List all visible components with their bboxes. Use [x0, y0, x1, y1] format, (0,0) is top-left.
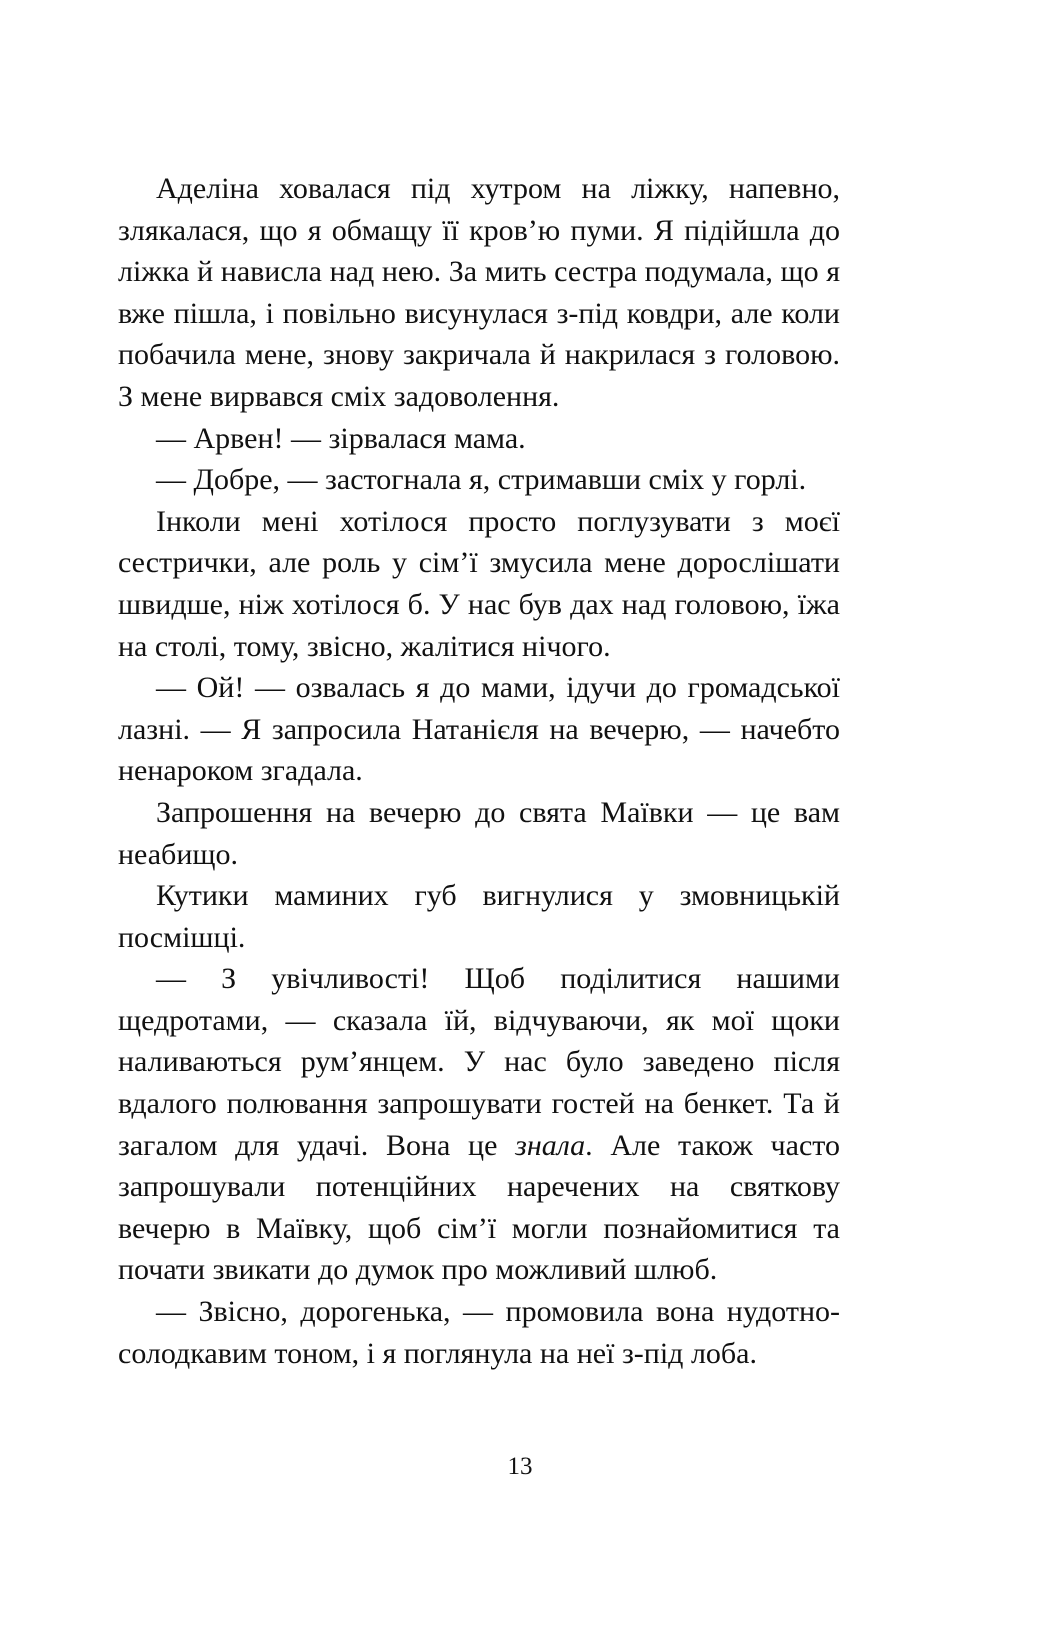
paragraph: Інколи мені хотілося просто поглузувати з моєї сестрички, але роль у сім’ї змусила мене дорослішати швидше, ніж хотілося б. У нас був дах над головою, їжа на столі, тому, звісно, жалітися нічого.: [118, 504, 840, 663]
paragraph-text-segment: — З увічливості! Щоб поділитися нашими щедротами, — сказала їй, відчуваючи, як мої щоки наливаються рум’янцем. У нас було заведено після вдалого полювання запрошувати гостей на бенкет. Та й загалом для удачі. Вона це: [118, 962, 840, 1162]
paragraph-dialogue: — Арвен! — зірвалася мама.: [156, 421, 526, 455]
paragraph-dialogue-with-emphasis: [118, 958, 840, 1291]
paragraph: Кутики маминих губ вигнулися у змовницькій посмішці.: [118, 879, 840, 954]
paragraph-dialogue: — Звісно, дорогенька, — промовила вона нудотно-солодкавим тоном, і я поглянула на неї з-під лоба.: [118, 1295, 840, 1370]
paragraph-dialogue: — Ой! — озвалась я до мами, ідучи до громадської лазні. — Я запросила Натанієля на вечерю, — начебто ненароком згадала.: [118, 671, 840, 788]
paragraph-text-segment: . Але також часто запрошували потенційних наречених на святкову вечерю в Маївку, щоб сім’ї могли познайомитися та почати звикати до думок про можливий шлюб.: [118, 1128, 840, 1287]
paragraph: Аделіна ховалася під хутром на ліжку, напевно, злякалася, що я обмащу її кров’ю пуми. Я підійшла до ліжка й нависла над нею. За мить сестра подумала, що я вже пішла, і повільно висунулася з-під ковдри, але коли побачила мене, знову закричала й накрилася з головою. З мене вирвався сміх задоволення.: [118, 172, 840, 413]
page-number: 13: [507, 1453, 533, 1480]
body-text-column: [118, 168, 840, 1374]
paragraph: Запрошення на вечерю до свята Маївки — це вам неабищо.: [118, 795, 840, 871]
paragraph-dialogue: — Добре, — застогнала я, стримавши сміх у горлі.: [156, 463, 807, 497]
emphasized-word: знала: [515, 1128, 586, 1162]
